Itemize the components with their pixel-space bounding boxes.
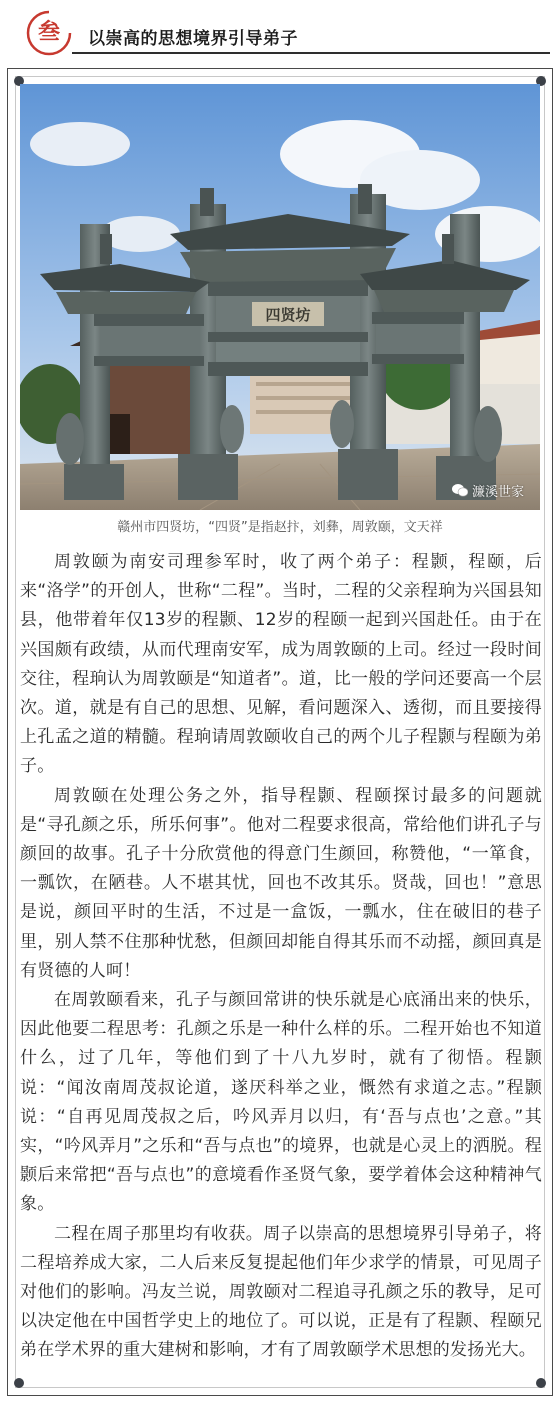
corner-dot-icon (536, 1378, 546, 1388)
paragraph: 周敦颐在处理公务之外，指导程颢、程颐探讨最多的问题就是“寻孔颜之乐，所乐何事”。他对二程要求很高，常给他们讲孔子与颜回的故事。孔子十分欣赏他的得意门生颜回，称赞他，“一箪食，一瓢饮，在陋巷。人不堪其忧，回也不改其乐。贤哉，回也！”意思是说，颜回平时的生活，不过是一盒饭，一瓢水，住在破旧的巷子里，别人禁不住那种忧愁，但颜回却能自得其乐而不动摇，颜回真是有贤德的人呵！ (20, 785, 542, 981)
archway-illustration (20, 84, 540, 510)
section-number: 叁 (37, 20, 60, 45)
watermark-text: 濂溪世家 (471, 485, 524, 500)
corner-dot-icon (14, 1378, 24, 1388)
section-number-badge (26, 10, 72, 56)
watermark (452, 481, 524, 500)
paragraph: 周敦颐为南安司理参军时，收了两个弟子：程颢，程颐，后来“洛学”的开创人，世称“二程”。当时，二程的父亲程珦为兴国县知县，他带着年仅13岁的程颢、12岁的程颐一起到兴国赴任。由于在兴国颇有政绩，从而代理南安军，成为周敦颐的上司。经过一段时间交往，程珦认为周敦颐是“知道者”。道，比一般的学问还要高一个层次。道，就是有自己的思想、见解，看问题深入、透彻，而且要接得上孔孟之道的精髓。程珦请周敦颐收自己的两个儿子程颢与程颐为弟子。 (20, 552, 542, 777)
section-title: 以崇高的思想境界引导弟子 (88, 29, 298, 49)
header-divider (72, 52, 550, 54)
memorial-archway-photo (20, 84, 540, 510)
paragraph: 在周敦颐看来，孔子与颜回常讲的快乐就是心底涌出来的快乐，因此他要二程思考：孔颜之乐是一种什么样的乐。二程开始也不知道什么，过了几年，等他们到了十八九岁时，就有了彻悟。程颢说：“闻汝南周茂叔论道，遂厌科举之业，慨然有求道之志。”程颢说：“自再见周茂叔之后，吟风弄月以归，有‘吾与点也’之意。”其实，“吟风弄月”之乐和“吾与点也”的境界，也就是心灵上的洒脱。程颢后来常把“吾与点也”的意境看作圣贤气象，要学着体会这种精神气象。 (20, 990, 542, 1215)
paragraph: 二程在周子那里均有收获。周子以崇高的思想境界引导弟子，将二程培养成大家，二人后来反复提起他们年少求学的情景，可见周子对他们的影响。冯友兰说，周敦颐对二程追寻孔颜之乐的教导，足可以决定他在中国哲学史上的地位了。可以说，正是有了程颢、程颐兄弟在学术界的重大建树和影响，才有了周敦颐学术思想的发扬光大。 (20, 1223, 542, 1361)
wechat-icon (452, 484, 468, 497)
section-header (0, 0, 560, 64)
article-body (20, 548, 542, 1366)
plaque-text: 四贤坊 (265, 306, 311, 324)
photo-caption: 赣州市四贤坊，“四贤”是指赵抃，刘彝，周敦颐，文天祥 (117, 520, 443, 535)
